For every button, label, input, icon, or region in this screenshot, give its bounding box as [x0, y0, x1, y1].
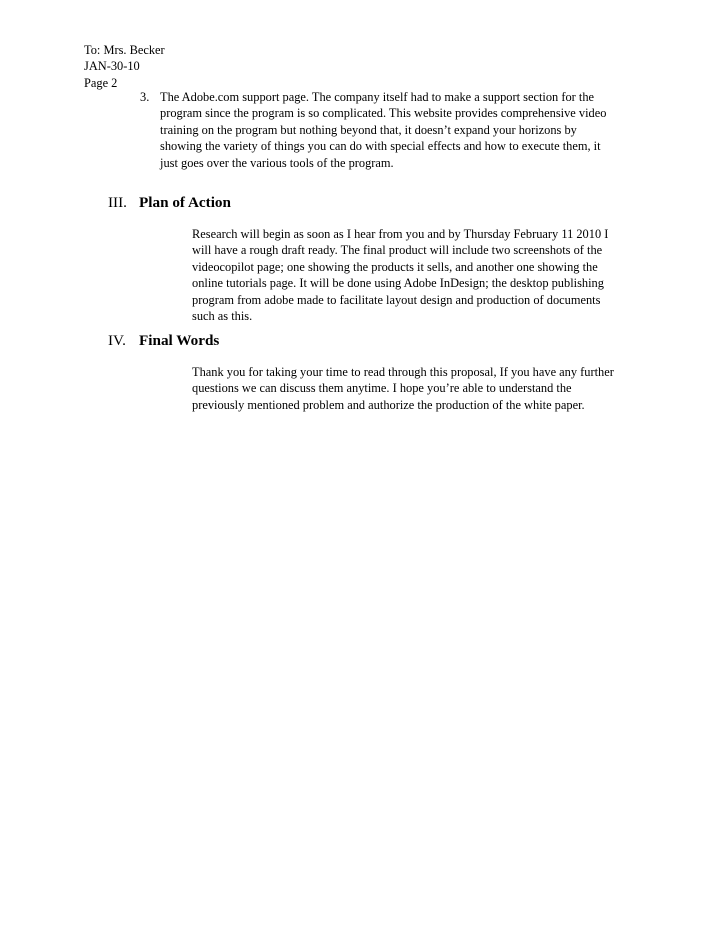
text-line: questions we can discuss them anytime. I hope you’re able to understand the — [192, 381, 572, 396]
text-line: program from adobe made to facilitate layout design and production of documents — [192, 292, 601, 307]
text-line: such as this. — [192, 309, 253, 324]
section-title: Final Words — [139, 332, 220, 349]
section-body-final-words — [192, 364, 614, 413]
text-line: Research will begin as soon as I hear from you and by Thursday February 11 2010 I — [192, 227, 609, 241]
text-line: Thank you for taking your time to read through this proposal, If you have any further — [192, 365, 614, 379]
memo-date: JAN-30-10 — [84, 59, 140, 74]
text-line: online tutorials page. It will be done using Adobe InDesign; the desktop publishing — [192, 276, 604, 291]
text-line: just goes over the various tools of the program. — [160, 155, 394, 170]
section-body-plan-of-action — [192, 226, 608, 324]
section-heading-plan-of-action — [108, 193, 231, 213]
list-item-text — [160, 89, 640, 171]
text-line: will have a rough draft ready. The final product will include two screenshots of the — [192, 243, 603, 258]
text-line: The Adobe.com support page. The company itself had to make a support section for the — [160, 90, 595, 104]
section-numeral: IV. — [108, 332, 126, 349]
memo-recipient: To: Mrs. Becker — [84, 43, 165, 57]
memo-header — [84, 42, 165, 91]
section-heading-final-words — [108, 331, 219, 351]
text-line: showing the variety of things you can do with special effects and how to execute them, it — [160, 139, 601, 154]
section-title: Plan of Action — [139, 194, 231, 211]
text-line: previously mentioned problem and authorize the production of the white paper. — [192, 397, 585, 412]
text-line: training on the program but nothing beyond that, it doesn’t expand your horizons by — [160, 122, 577, 137]
list-item-number: 3. — [140, 90, 150, 104]
section-numeral: III. — [108, 194, 127, 211]
text-line: videocopilot page; one showing the products it sells, and another one showing the — [192, 259, 598, 274]
memo-page-number: Page 2 — [84, 75, 118, 90]
text-line: program since the program is so complicated. This website provides comprehensive video — [160, 106, 607, 121]
